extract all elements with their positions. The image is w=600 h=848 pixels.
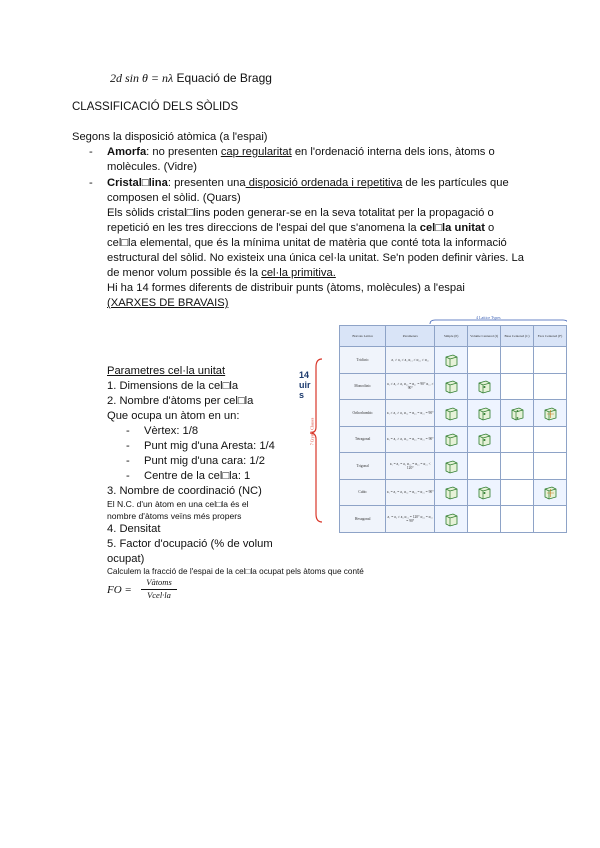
- lattice-name: Tetragonal: [340, 426, 386, 453]
- params-item-4: 4. Densitat: [107, 523, 161, 535]
- params-sub-2: Punt mig d'una Aresta: 1/4: [144, 440, 275, 452]
- unit-cell-icon: [533, 479, 566, 506]
- primitive-cell-term: cel·la primitiva.: [261, 267, 336, 279]
- paragraph-text: repetició en les tres direccions de l'espai del que s'anomena la: [107, 222, 420, 234]
- lattice-parameters: a₁ = a₂ ≠ a₃ α₁₂ = 120° α₂₃ = α₃₁ = 90°: [386, 506, 435, 533]
- params-item-1: 1. Dimensions de la cel□la: [107, 380, 239, 392]
- lattice-parameters: a₁ ≠ a₂ ≠ a₃ α₂₃ = α₃₁ = 90° α₁₂ ≠ 90°: [386, 373, 435, 400]
- amorfa-line1: [107, 146, 495, 158]
- table-header-row: [340, 326, 567, 347]
- params-title: Parametres cel·la unitat: [107, 365, 226, 377]
- fo-numerator: Vàtoms: [146, 577, 172, 587]
- unit-cell-icon: [435, 426, 468, 453]
- cristallina-underlined: disposició ordenada i repetitiva: [245, 177, 403, 189]
- side-note-line: uir: [299, 380, 311, 390]
- cristallina-line2: composen el sòlid. (Quars): [107, 192, 241, 204]
- lattice-table: [339, 325, 567, 533]
- bullet-dash: -: [89, 146, 93, 158]
- bragg-line: [110, 71, 272, 86]
- empty-cell: [501, 506, 534, 533]
- column-header: Face Centered (F): [533, 326, 566, 347]
- paragraph-line-2: [107, 222, 494, 234]
- column-header: Simple (P): [435, 326, 468, 347]
- cristallina-text2: de les partícules que: [402, 177, 509, 189]
- section-heading: CLASSIFICACIÓ DELS SÒLIDS: [72, 101, 239, 113]
- params-sub-4: Centre de la cel□la: 1: [144, 470, 251, 482]
- unit-cell-icon: [468, 479, 501, 506]
- cristallina-term: Cristal□lina: [107, 177, 168, 189]
- unit-cell-icon: [435, 506, 468, 533]
- lattice-name: Triclinic: [340, 347, 386, 374]
- bullet-dash: -: [126, 455, 130, 467]
- amorfa-term: Amorfa: [107, 146, 147, 158]
- intro-text: Segons la disposició atòmica (a l'espai): [72, 131, 268, 143]
- empty-cell: [468, 347, 501, 374]
- empty-cell: [468, 453, 501, 480]
- params-sub-3: Punt mig d'una cara: 1/2: [144, 455, 265, 467]
- params-item-5-cont: ocupat): [107, 553, 145, 565]
- calc-text: Calculem la fracció de l'espai de la cel□la ocupat pels àtoms que conté: [107, 567, 364, 576]
- table-row: [340, 453, 567, 480]
- table-row: [340, 479, 567, 506]
- unit-cell-icon: [435, 347, 468, 374]
- bragg-label: Equació de Bragg: [176, 71, 272, 85]
- empty-cell: [533, 373, 566, 400]
- lattice-parameters: a₁ ≠ a₂ ≠ a₃ α₁₂ = α₂₃ = α₃₁ = 90°: [386, 400, 435, 427]
- paragraph-line-3: cel□la elemental, que és la mínima unitat de matèria que conté tota la informació: [107, 237, 507, 249]
- paragraph-line-5: [107, 267, 336, 279]
- empty-cell: [501, 373, 534, 400]
- column-header: Parameters: [386, 326, 435, 347]
- empty-cell: [501, 453, 534, 480]
- unit-cell-icon: [435, 479, 468, 506]
- lattice-name: Cubic: [340, 479, 386, 506]
- bravais-lattice-table: [304, 315, 567, 532]
- lattice-name: Orthorhombic: [340, 400, 386, 427]
- empty-cell: [533, 506, 566, 533]
- amorfa-line2: molècules. (Vidre): [107, 161, 197, 173]
- unit-cell-icon: [435, 453, 468, 480]
- table-row: [340, 506, 567, 533]
- unit-cell-icon: [468, 373, 501, 400]
- table-row: [340, 373, 567, 400]
- params-sub-1: Vèrtex: 1/8: [144, 425, 199, 437]
- params-item-3: 3. Nombre de coordinació (NC): [107, 485, 262, 497]
- empty-cell: [468, 506, 501, 533]
- nc-line-2: nombre d'àtoms veïns més propers: [107, 511, 242, 521]
- bragg-equation: 2d sin θ = nλ: [110, 71, 174, 85]
- unit-cell-icon: [533, 400, 566, 427]
- params-question: Que ocupa un àtom en un:: [107, 410, 240, 422]
- paragraph-text: o: [484, 222, 495, 234]
- paragraph-line-1: Els sòlids cristal□lins poden generar-se en la seva totalitat per la propagació o: [107, 207, 494, 219]
- paragraph-text: de menor volum possible és la: [107, 267, 262, 279]
- side-note-line: 14: [299, 370, 310, 380]
- empty-cell: [533, 347, 566, 374]
- params-item-5: 5. Factor d'ocupació (% de volum: [107, 538, 273, 550]
- table-body: [340, 347, 567, 533]
- side-note-line: s: [299, 390, 305, 400]
- empty-cell: [501, 347, 534, 374]
- unit-cell-icon: [435, 400, 468, 427]
- table-row: [340, 347, 567, 374]
- empty-cell: [533, 426, 566, 453]
- lattice-parameters: a₁ = a₂ ≠ a₃ α₁₂ = α₂₃ = α₃₁ = 90°: [386, 426, 435, 453]
- fo-denominator: Vcel·la: [147, 590, 171, 600]
- side-label: 7 Crystal Classes: [309, 417, 315, 446]
- unit-cell-icon: [435, 373, 468, 400]
- lattice-name: Hexagonal: [340, 506, 386, 533]
- bullet-dash: -: [89, 177, 93, 189]
- empty-cell: [501, 426, 534, 453]
- params-item-2: 2. Nombre d'àtoms per cel□la: [107, 395, 254, 407]
- cristallina-line1: [107, 177, 509, 189]
- table-row: [340, 400, 567, 427]
- unit-cell-term: cel□la unitat: [419, 222, 485, 234]
- group-label: 4 Lattice Types: [476, 315, 501, 320]
- lattice-parameters: a₁ = a₂ = a₃ α₁₂ = α₂₃ = α₃₁ < 120°: [386, 453, 435, 480]
- unit-cell-icon: [468, 426, 501, 453]
- amorfa-text2: en l'ordenació interna dels ions, àtoms o: [291, 146, 495, 158]
- unit-cell-icon: [501, 400, 534, 427]
- lattice-parameters: a₁ = a₂ = a₃ α₁₂ = α₂₃ = α₃₁ = 90°: [386, 479, 435, 506]
- bravais-label: (XARXES DE BRAVAIS): [107, 297, 229, 309]
- bullet-dash: -: [126, 470, 130, 482]
- unit-cell-icon: [468, 400, 501, 427]
- column-header: Volume Centered (I): [468, 326, 501, 347]
- amorfa-underlined: cap regularitat: [220, 146, 292, 158]
- lattice-parameters: a₁ ≠ a₂ ≠ a₃ α₁₂ ≠ α₂₃ ≠ α₃₁: [386, 347, 435, 374]
- lattice-name: Monoclinic: [340, 373, 386, 400]
- column-header: Base Centered (C): [501, 326, 534, 347]
- column-header: Bravais Lattice: [340, 326, 386, 347]
- paragraph-line-6: Hi ha 14 formes diferents de distribuir punts (àtoms, molècules) a l'espai: [107, 282, 465, 294]
- table-row: [340, 426, 567, 453]
- amorfa-text1: : no presenten: [146, 146, 221, 158]
- lattice-name: Trigonal: [340, 453, 386, 480]
- paragraph-line-4: estructural del sòlid. No existeix una única cel·la unitat. Se'n poden definir vàries. La: [107, 252, 524, 264]
- nc-line-1: El N.C. d'un àtom en una cel□la és el: [107, 499, 249, 509]
- empty-cell: [501, 479, 534, 506]
- bullet-dash: -: [126, 440, 130, 452]
- cristallina-text1: : presenten una: [167, 177, 246, 189]
- fo-lhs: FO =: [107, 584, 132, 596]
- bullet-dash: -: [126, 425, 130, 437]
- empty-cell: [533, 453, 566, 480]
